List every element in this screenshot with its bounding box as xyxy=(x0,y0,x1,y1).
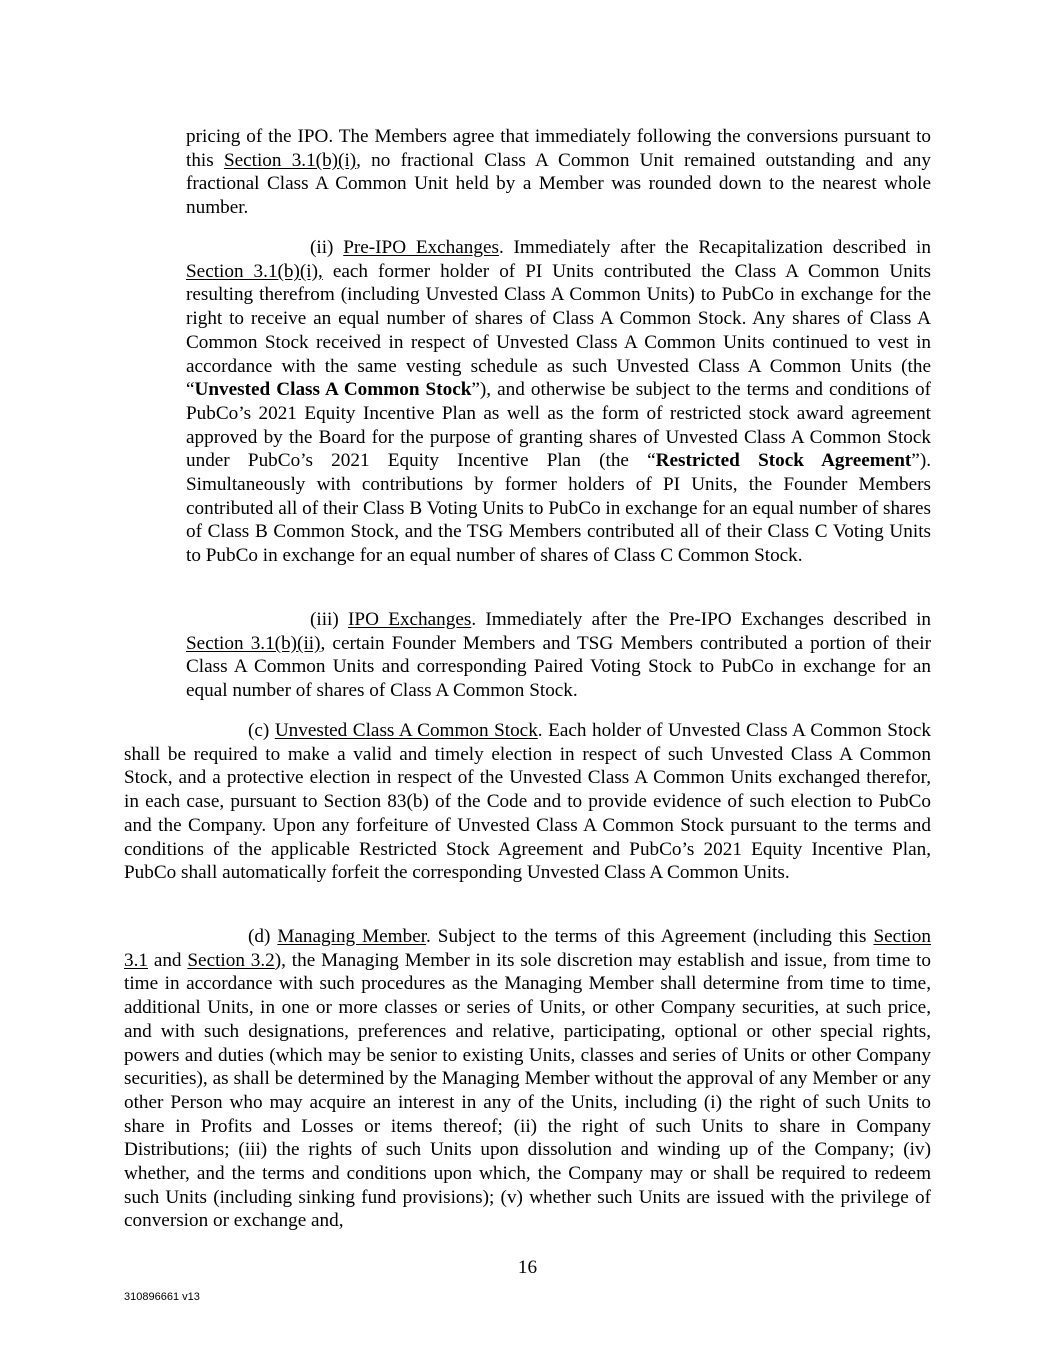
text: . Subject to the terms of this Agreement (including this xyxy=(426,926,874,947)
defined-term: Unvested Class A Common Stock xyxy=(194,379,472,401)
text: each former holder of PI Units contributed the Class A Common Units resulting therefrom (including Unvested Class A Common Units) to PubCo in exchange for the right to receive an equal number of shares of Class A Common Stock. Any shares of Class A Common Stock received in respect of Unvested Class A Common Units continued to vest in accordance with the same vesting schedule as such Unvested Class A Common Units (the “ xyxy=(186,260,931,401)
text: , certain Founder Members and TSG Members contributed a portion of their Class A Common Units and corresponding Paired Voting Stock to PubCo in exchange for an equal number of shares of Class A Common Stock. xyxy=(186,632,931,702)
cross-reference: Section 3.1(b)(ii) xyxy=(186,632,321,654)
clause-heading: Unvested Class A Common Stock xyxy=(274,720,538,741)
text: ”), and otherwise be subject to the terms and conditions of PubCo’s 2021 Equity Incentive Plan as well as the form of restricted stock award agreement approved by the Board for the purpose of granting shares of Unvested Class A Common Stock under PubCo’s 2021 Equity Incentive Plan (the “ xyxy=(186,379,931,472)
paragraph-b-ii xyxy=(186,236,931,568)
clause-heading: Pre-IPO Exchanges xyxy=(343,237,499,258)
text: . Immediately after the Pre-IPO Exchanges described in xyxy=(471,609,931,630)
clause-number: (iii) xyxy=(310,609,349,630)
text: and xyxy=(147,949,188,971)
paragraph-d xyxy=(124,925,931,1233)
text: pricing of the IPO. The Members agree that immediately following the conversions pursuant to this xyxy=(186,126,931,171)
text: . Each holder of Unvested Class A Common Stock shall be required to make a valid and timely election in respect of such Unvested Class A Common Stock, and a protective election in respect of the Unvested Class A Common Units exchanged therefor, in each case, pursuant to Section 83(b) of the Code and to provide evidence of such election to PubCo and the Company. Upon any forfeiture of Unvested Class A Common Stock pursuant to the terms and conditions of the applicable Restricted Stock Agreement and PubCo’s 2021 Equity Incentive Plan, PubCo shall automatically forfeit the corresponding Unvested Class A Common Units. xyxy=(124,720,931,884)
clause-heading: Managing Member xyxy=(277,926,427,947)
paragraph-c xyxy=(124,719,931,885)
defined-term: Restricted Stock Agreement xyxy=(655,450,912,472)
clause-number: (ii) xyxy=(310,237,344,258)
document-id: 310896661 v13 xyxy=(124,1291,200,1303)
cross-reference: Section 3.2 xyxy=(187,949,275,971)
text: ”). Simultaneously with contributions by former holders of PI Units, the Founder Members contributed all of their Class B Voting Units to PubCo in exchange for an equal number of shares of Class B Common Stock, and the TSG Members contributed all of their Class C Voting Units to PubCo in exchange for an equal number of shares of Class C Common Stock. xyxy=(186,450,931,567)
text: ), the Managing Member in its sole discretion may establish and issue, from time to time in accordance with such procedures as the Managing Member shall determine from time to time, additional Units, in one or more classes or series of Units, or other Company securities, at such price, and with such designations, preferences and relative, participating, optional or other special rights, powers and duties (which may be senior to existing Units, classes and series of Units or other Company securities), as shall be determined by the Managing Member without the approval of any Member or any other Person who may acquire an interest in any of the Units, including (i) the right of such Units to share in Profits and Losses or items thereof; (ii) the right of such Units to share in Company Distributions; (iii) the rights of such Units upon dissolution and winding up of the Company; (iv) whether, and the terms and conditions upon which, the Company may or shall be required to redeem such Units (including sinking fund provisions); (v) whether such Units are issued with the privilege of conversion or exchange and, xyxy=(124,949,931,1232)
clause-number: (d) xyxy=(248,926,278,947)
clause-heading: IPO Exchanges xyxy=(348,609,472,630)
text: . Immediately after the Recapitalization described in xyxy=(498,237,931,258)
paragraph-b-iii xyxy=(186,608,931,703)
cross-reference: Section 3.1 xyxy=(124,926,931,971)
cross-reference: Section 3.1(b)(i), xyxy=(186,260,323,282)
clause-number: (c) xyxy=(248,720,275,741)
page-number: 16 xyxy=(517,1257,538,1278)
paragraph-b-i-continued xyxy=(186,125,931,220)
cross-reference: Section 3.1(b)(i) xyxy=(223,149,357,171)
text: , no fractional Class A Common Unit remained outstanding and any fractional Class A Common Unit held by a Member was rounded down to the nearest whole number. xyxy=(186,149,931,219)
